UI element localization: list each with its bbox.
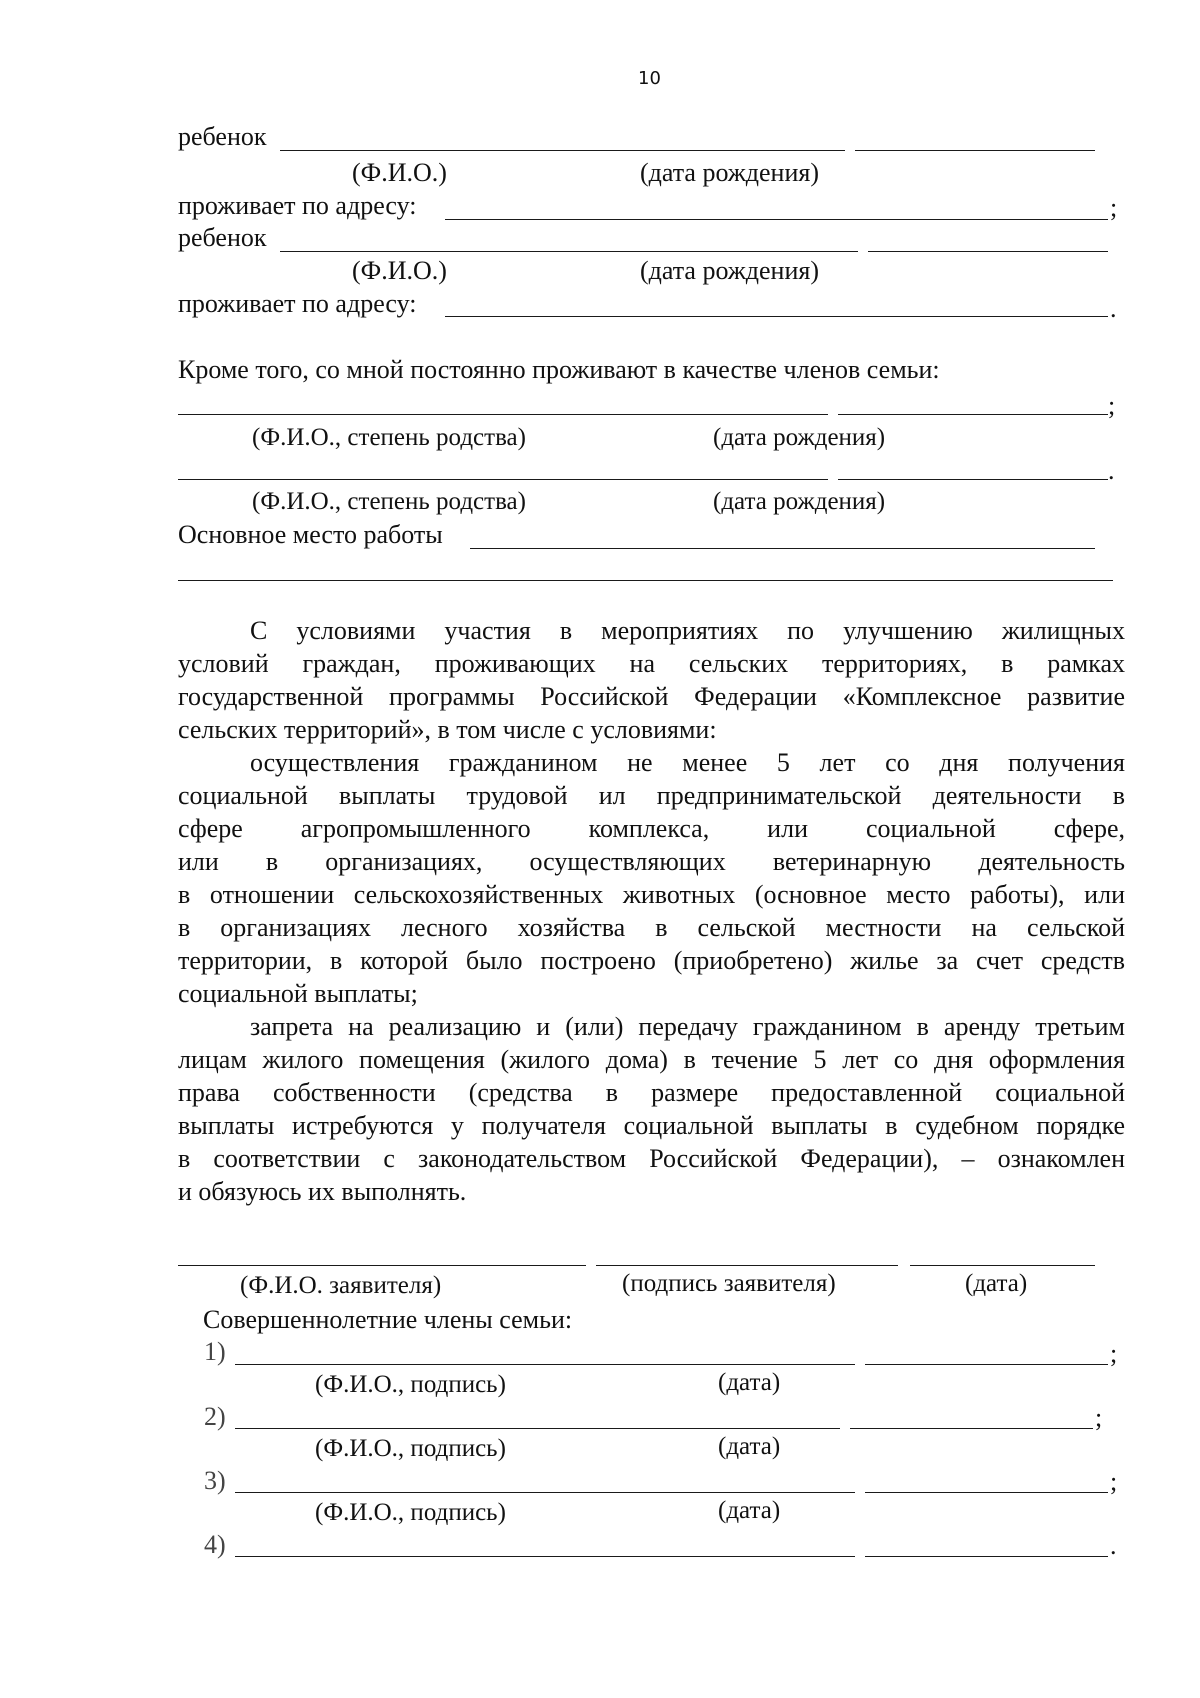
family-birth-caption: (дата рождения) <box>713 424 886 451</box>
member-date-line <box>865 1492 1108 1493</box>
paragraph-line: социальной выплаты; <box>178 979 418 1008</box>
paragraph-line: сфере агропромышленного комплекса, или социальной сфере, <box>178 814 1125 843</box>
paragraph-line: в отношении сельскохозяйственных животных (основное место работы), или <box>178 880 1125 909</box>
applicant-date-caption: (дата) <box>965 1270 1028 1297</box>
child-fio-caption: (Ф.И.О.) <box>352 158 447 187</box>
member-number: 4) <box>204 1530 226 1559</box>
family-fio-caption: (Ф.И.О., степень родства) <box>252 424 526 451</box>
paragraph-line: условий граждан, проживающих на сельских территориях, в рамках <box>178 649 1125 678</box>
child-birth-caption: (дата рождения) <box>640 256 820 285</box>
member-date-line <box>865 1556 1108 1557</box>
member-date-caption: (дата) <box>718 1369 781 1396</box>
member-fio-caption: (Ф.И.О., подпись) <box>315 1371 506 1398</box>
family-line-end: . <box>1108 456 1115 485</box>
member-line-end: . <box>1110 1531 1117 1560</box>
member-fio-line <box>235 1364 855 1365</box>
paragraph-line: в организациях лесного хозяйства в сельской местности на сельской <box>178 913 1125 942</box>
applicant-date-line <box>910 1265 1095 1266</box>
family-fio-line <box>178 414 828 415</box>
paragraph-line: и обязуюсь их выполнять. <box>178 1177 467 1206</box>
family-heading: Кроме того, со мной постоянно проживают в качестве членов семьи: <box>178 355 940 384</box>
paragraph-line: выплаты истребуются у получателя социальной выплаты в судебном порядке <box>178 1111 1125 1140</box>
child-fio-line <box>280 150 845 151</box>
family-birth-caption: (дата рождения) <box>713 488 886 515</box>
family-birth-line <box>838 479 1108 480</box>
paragraph-line: сельских территорий», в том числе с условиями: <box>178 715 717 744</box>
member-fio-caption: (Ф.И.О., подпись) <box>315 1499 506 1526</box>
work-line-2 <box>178 580 1113 581</box>
address-label: проживает по адресу: <box>178 191 417 220</box>
member-line-end: ; <box>1110 1339 1118 1368</box>
address-end: ; <box>1110 193 1118 222</box>
applicant-sign-line <box>596 1265 898 1266</box>
member-line-end: ; <box>1095 1403 1103 1432</box>
child-fio-line <box>280 251 858 252</box>
applicant-sign-caption: (подпись заявителя) <box>622 1270 836 1297</box>
applicant-fio-line <box>178 1265 586 1266</box>
member-date-caption: (дата) <box>718 1497 781 1524</box>
paragraph-line: государственной программы Российской Федерации «Комплексное развитие <box>178 682 1125 711</box>
member-fio-caption: (Ф.И.О., подпись) <box>315 1435 506 1462</box>
paragraph-line: запрета на реализацию и (или) передачу гражданином в аренду третьим <box>250 1012 1125 1041</box>
member-number: 1) <box>204 1337 226 1366</box>
member-number: 3) <box>204 1466 226 1495</box>
paragraph-line: С условиями участия в мероприятиях по улучшению жилищных <box>250 616 1125 645</box>
child-birth-line <box>855 150 1095 151</box>
member-number: 2) <box>204 1402 226 1431</box>
member-fio-line <box>235 1428 840 1429</box>
child-birth-caption: (дата рождения) <box>640 158 820 187</box>
address-line <box>445 316 1108 317</box>
work-line <box>470 548 1095 549</box>
address-line <box>445 219 1108 220</box>
child-fio-caption: (Ф.И.О.) <box>352 256 447 285</box>
member-date-caption: (дата) <box>718 1433 781 1460</box>
paragraph-line: территории, в которой было построено (приобретено) жилье за счет средств <box>178 946 1125 975</box>
family-fio-caption: (Ф.И.О., степень родства) <box>252 488 526 515</box>
page-number: 10 <box>638 68 661 89</box>
child-label: ребенок <box>178 122 267 151</box>
work-label: Основное место работы <box>178 520 443 549</box>
family-line-end: ; <box>1108 391 1116 420</box>
member-fio-line <box>235 1492 855 1493</box>
paragraph-line: в соответствии с законодательством Российской Федерации), – ознакомлен <box>178 1144 1125 1173</box>
adult-members-label: Совершеннолетние члены семьи: <box>203 1305 573 1334</box>
member-date-line <box>850 1428 1093 1429</box>
family-birth-line <box>838 414 1108 415</box>
paragraph-line: права собственности (средства в размере предоставленной социальной <box>178 1078 1125 1107</box>
paragraph-line: социальной выплаты трудовой ил предпринимательской деятельности в <box>178 781 1125 810</box>
paragraph-line: или в организациях, осуществляющих ветеринарную деятельность <box>178 847 1125 876</box>
paragraph-line: лицам жилого помещения (жилого дома) в течение 5 лет со дня оформления <box>178 1045 1125 1074</box>
member-line-end: ; <box>1110 1467 1118 1496</box>
family-fio-line <box>178 479 828 480</box>
applicant-fio-caption: (Ф.И.О. заявителя) <box>240 1272 442 1299</box>
address-label: проживает по адресу: <box>178 289 417 318</box>
member-fio-line <box>235 1556 855 1557</box>
child-label: ребенок <box>178 223 267 252</box>
member-date-line <box>865 1364 1108 1365</box>
child-birth-line <box>868 251 1108 252</box>
address-end: . <box>1110 294 1117 323</box>
paragraph-line: осуществления гражданином не менее 5 лет со дня получения <box>250 748 1125 777</box>
